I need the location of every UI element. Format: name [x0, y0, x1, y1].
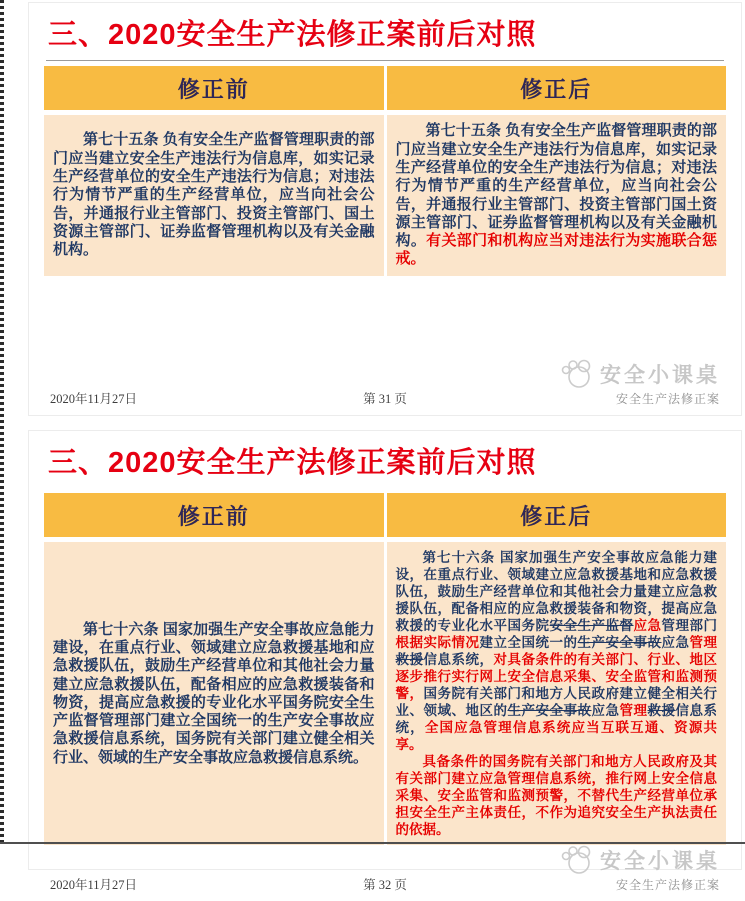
watermark-brand: 安全小课桌 — [599, 850, 720, 874]
added-text: 对具备条件的有关部门、行业、地区逐步推行实行网上安全信息采集、安全监管和监测预警， — [395, 652, 717, 702]
header-cell-before: 修正前 — [44, 493, 384, 537]
slide-page-32 — [28, 430, 742, 893]
paragraph — [396, 549, 718, 753]
paragraph — [53, 131, 375, 259]
body-text: 应急 — [591, 703, 620, 719]
body-text: 应急 — [661, 635, 690, 651]
added-text: 具备条件的国务院有关部门和地方人民政府及其有关部门建立应急管理信息系统，推行网上安全信息采集、安全监管和监测预警，不替代生产经营单位承担安全生产主体责任，不作为追究安全生产执法责任的依据。 — [395, 754, 717, 838]
deleted-text: 安全生产监督 — [549, 618, 634, 634]
body-text: 管理部门 — [661, 618, 717, 634]
slide-footer — [44, 845, 726, 901]
panda-mascot-icon — [560, 845, 596, 875]
body-text: 国务院有关部门和地方人民政府建立健全相关行业、领域、地区的 — [395, 686, 717, 719]
watermark-subtitle: 安全生产法修正案 — [615, 392, 720, 406]
body-text: 第七十五条 负有安全生产监督管理职责的部门应当建立安全生产违法行为信息库，如实记录生产经营单位的安全生产违法行为信息；对违法行为情节严重的生产经营单位，应当向社会公告，并通报行业主管部门、投资主管部门国土资源主管部门、证券监督管理机构以及有关金融机构。 — [395, 122, 717, 250]
paragraph — [53, 621, 375, 767]
body-text: 建立全国统一的 — [479, 635, 578, 651]
paragraph — [396, 122, 718, 268]
body-text: 信息系统， — [423, 652, 494, 668]
header-cell-after: 修正后 — [387, 66, 727, 110]
table-body-row — [44, 115, 726, 275]
after-text-cell — [387, 115, 727, 275]
table-header-row — [44, 66, 726, 110]
title-divider — [46, 60, 724, 61]
comparison-table — [44, 493, 726, 845]
added-text: 管理 — [689, 635, 717, 651]
panda-mascot-icon — [560, 359, 596, 389]
body-text: 第七十六条 国家加强生产安全事故应急能力建设，在重点行业、领域建立应急救援基地和应急救援队伍，鼓励生产经营单位和其他社会力量建立应急救援队伍，配备相应的应急救援装备和物资，提高应急救援的专业化水平国务院安全生产监督管理部门建立全国统一的生产安全事故应急救援信息系统，国务院有关部门建立健全相关行业、领域的生产安全事故应急救援信息系统。 — [53, 620, 375, 766]
added-text: 有关部门和机构应当对违法行为实施联合惩戒。 — [395, 232, 717, 268]
footer-page-number: 第 31 页 — [363, 392, 407, 406]
comparison-table — [44, 66, 726, 275]
body-text: 信息系统， — [395, 703, 717, 736]
deleted-text: 生产安全事故 — [507, 703, 592, 719]
added-text: 全国应急管理信息系统应当互联互通、资源共享。 — [395, 720, 718, 753]
before-text-cell — [44, 115, 384, 275]
added-text: 根据实际情况 — [395, 635, 480, 651]
slide-page-31 — [28, 2, 742, 416]
watermark — [497, 359, 720, 407]
added-text: 管理 — [619, 703, 648, 719]
footer-date: 2020年11月27日 — [50, 878, 138, 893]
added-text: 应急 — [633, 618, 662, 634]
watermark-subtitle: 安全生产法修正案 — [615, 878, 720, 893]
table-body-row — [44, 542, 726, 845]
deleted-text: 生产安全事故 — [577, 635, 662, 651]
after-text-cell — [387, 542, 727, 845]
paragraph — [396, 753, 718, 838]
header-cell-before: 修正前 — [44, 66, 384, 110]
slide-title: 三、2020安全生产法修正案前后对照 — [48, 19, 537, 51]
slide-footer — [44, 359, 726, 415]
body-text: 第七十五条 负有安全生产监督管理职责的部门应当建立安全生产违法行为信息库，如实记录生产经营单位的安全生产违法行为信息；对违法行为情节严重的生产经营单位，应当向社会公告，并通报行业主管部门、投资主管部门、国土资源主管部门、证券监督管理机构以及有关金融机构。 — [53, 131, 375, 259]
table-header-row — [44, 493, 726, 537]
watermark-brand: 安全小课桌 — [599, 364, 720, 387]
footer-date: 2020年11月27日 — [50, 392, 138, 406]
deleted-text: 救援 — [395, 652, 424, 668]
footer-page-number: 第 32 页 — [363, 878, 407, 893]
body-text: 第七十六条 国家加强生产安全事故应急能力建设，在重点行业、领域建立应急救援基地和应急救援队伍，鼓励生产经营单位和其他社会力量建立应急救援队伍，配备相应的应急救援装备和物资，提高应急救援的专业化水平国务院 — [395, 550, 717, 634]
deleted-text: 救援 — [647, 703, 676, 719]
watermark — [497, 845, 720, 893]
slide-title: 三、2020安全生产法修正案前后对照 — [48, 447, 537, 479]
before-text-cell — [44, 542, 384, 845]
header-cell-after: 修正后 — [387, 493, 727, 537]
page-edge-dashes — [0, 0, 4, 844]
